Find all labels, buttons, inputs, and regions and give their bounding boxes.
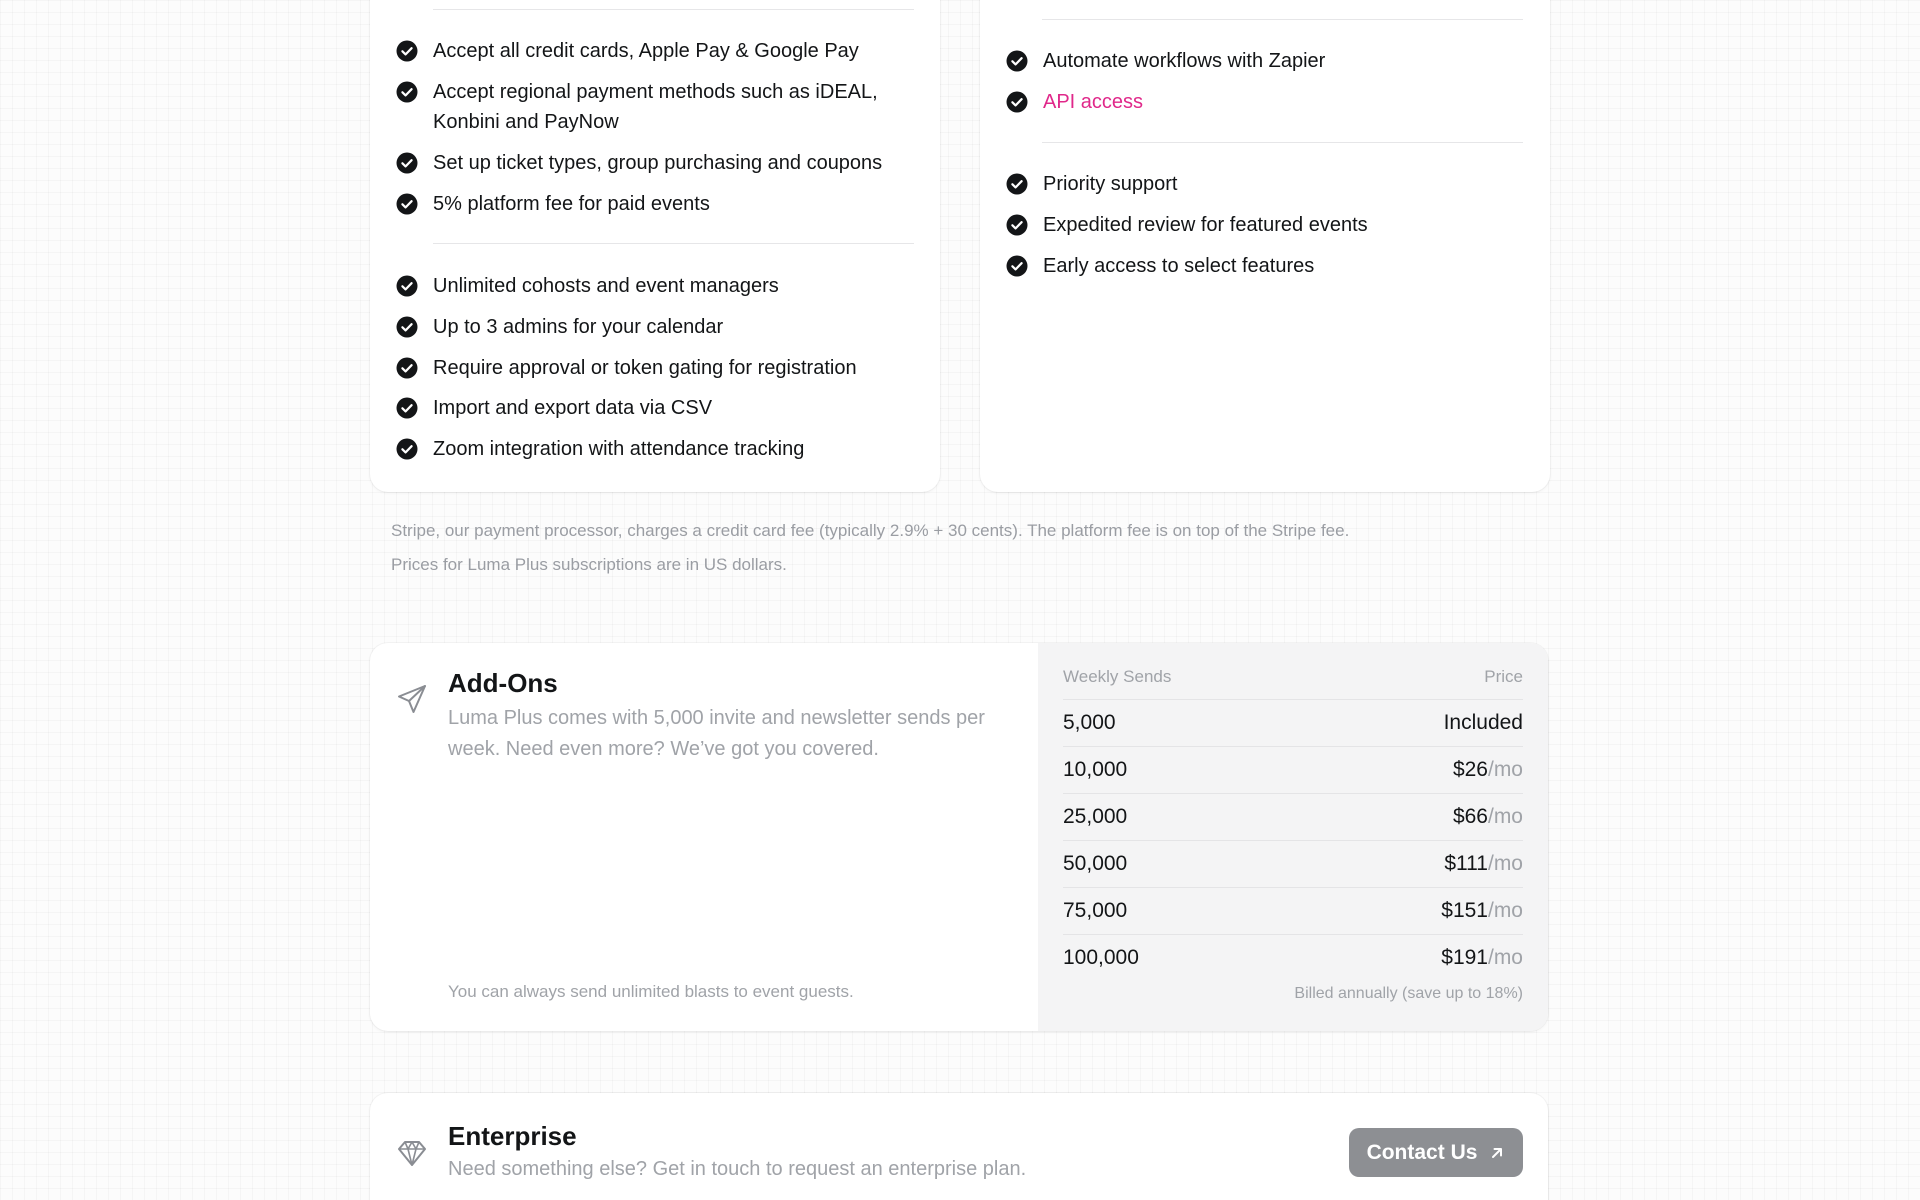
feature-divider	[433, 9, 914, 10]
addons-description: Luma Plus comes with 5,000 invite and newsletter sends per week. Need even more? We’ve got you covered.	[448, 707, 985, 760]
check-circle-icon	[396, 397, 418, 419]
feature-text: Early access to select features	[1043, 255, 1315, 277]
feature-text: Accept regional payment methods such as iDEAL, Konbini and PayNow	[433, 81, 878, 133]
feature-item	[396, 271, 916, 301]
feature-item	[396, 353, 926, 383]
feature-item	[396, 393, 916, 423]
feature-text: Priority support	[1043, 173, 1178, 195]
price-value	[1453, 805, 1523, 829]
feature-divider	[1042, 19, 1523, 20]
check-circle-icon	[1006, 214, 1028, 236]
feature-text: Expedited review for featured events	[1043, 214, 1368, 236]
contact-us-label: Contact Us	[1366, 1140, 1478, 1164]
contact-us-button[interactable]	[1349, 1128, 1523, 1177]
check-circle-icon	[1006, 50, 1028, 72]
price-value	[1444, 711, 1523, 735]
price-header: Price	[1484, 667, 1523, 686]
price-amount: $26	[1452, 758, 1488, 781]
addons-pricing-table	[1038, 643, 1548, 1031]
table-row	[1063, 934, 1523, 981]
addons-card	[370, 643, 1548, 1031]
enterprise-description: Need something else? Get in touch to request an enterprise plan.	[448, 1158, 1027, 1180]
sends-value: 75,000	[1063, 899, 1128, 922]
enterprise-card	[370, 1093, 1548, 1200]
currency-note: Prices for Luma Plus subscriptions are in US dollars.	[391, 555, 787, 574]
diamond-icon	[396, 1137, 428, 1169]
feature-text: Accept all credit cards, Apple Pay & Google Pay	[433, 40, 859, 62]
sends-value: 10,000	[1063, 758, 1128, 781]
feature-item	[1006, 210, 1526, 240]
check-circle-icon	[396, 193, 418, 215]
price-amount: Included	[1443, 711, 1523, 734]
price-value	[1441, 946, 1523, 970]
price-amount: $151	[1441, 899, 1488, 922]
check-circle-icon	[396, 357, 418, 379]
sends-value: 5,000	[1063, 711, 1116, 734]
feature-text: Unlimited cohosts and event managers	[433, 275, 779, 297]
feature-item	[396, 189, 916, 219]
feature-item	[396, 312, 916, 342]
price-unit: /mo	[1487, 899, 1523, 922]
enterprise-title: Enterprise	[448, 1121, 577, 1151]
price-unit: /mo	[1487, 946, 1523, 969]
check-circle-icon	[396, 316, 418, 338]
feature-item	[396, 434, 926, 464]
weekly-sends-header: Weekly Sends	[1063, 667, 1172, 686]
check-circle-icon	[396, 40, 418, 62]
price-amount: $191	[1441, 946, 1488, 969]
price-amount: $111	[1444, 852, 1488, 875]
feature-text: Zoom integration with attendance tracking	[433, 438, 805, 460]
table-row	[1063, 793, 1523, 840]
feature-text: Require approval or token gating for registration	[433, 357, 857, 379]
feature-item	[396, 36, 916, 66]
feature-item	[1006, 169, 1526, 199]
feature-item	[396, 148, 936, 178]
check-circle-icon	[396, 81, 418, 103]
stripe-fee-note: Stripe, our payment processor, charges a credit card fee (typically 2.9% + 30 cents). The platform fee is on top of the Stripe fee.	[391, 521, 1350, 540]
feature-text: Up to 3 admins for your calendar	[433, 316, 724, 338]
plan-card-left	[370, 0, 940, 492]
check-circle-icon	[396, 438, 418, 460]
feature-text: 5% platform fee for paid events	[433, 193, 710, 215]
check-circle-icon	[396, 275, 418, 297]
check-circle-icon	[1006, 255, 1028, 277]
feature-item	[1006, 46, 1526, 76]
price-value	[1444, 852, 1523, 876]
check-circle-icon	[1006, 91, 1028, 113]
api-access-link[interactable]: API access	[1043, 91, 1144, 113]
feature-item	[1006, 251, 1526, 281]
feature-text: Set up ticket types, group purchasing and coupons	[433, 152, 883, 174]
feature-divider	[1042, 142, 1523, 143]
arrow-up-right-icon	[1489, 1145, 1505, 1161]
paper-plane-icon	[396, 683, 428, 715]
sends-value: 25,000	[1063, 805, 1128, 828]
feature-divider	[433, 243, 914, 244]
table-row	[1063, 699, 1523, 746]
price-unit: /mo	[1487, 758, 1523, 781]
price-value	[1453, 758, 1523, 782]
sends-value: 50,000	[1063, 852, 1128, 875]
table-row	[1063, 840, 1523, 887]
addons-title: Add-Ons	[448, 668, 558, 698]
price-amount: $66	[1452, 805, 1488, 828]
feature-text: Automate workflows with Zapier	[1043, 50, 1326, 72]
table-row	[1063, 887, 1523, 934]
price-value	[1441, 899, 1523, 923]
check-circle-icon	[396, 152, 418, 174]
plan-card-right	[980, 0, 1550, 492]
price-unit: /mo	[1487, 852, 1523, 875]
billing-note: Billed annually (save up to 18%)	[1294, 985, 1523, 1002]
feature-item-api-access[interactable]	[1006, 87, 1526, 117]
feature-item	[396, 77, 896, 137]
addons-footnote: You can always send unlimited blasts to event guests.	[448, 982, 854, 1001]
price-unit: /mo	[1487, 805, 1523, 828]
check-circle-icon	[1006, 173, 1028, 195]
table-row	[1063, 746, 1523, 793]
sends-value: 100,000	[1063, 946, 1139, 969]
feature-text: Import and export data via CSV	[433, 397, 713, 419]
addons-info	[370, 643, 1038, 1031]
